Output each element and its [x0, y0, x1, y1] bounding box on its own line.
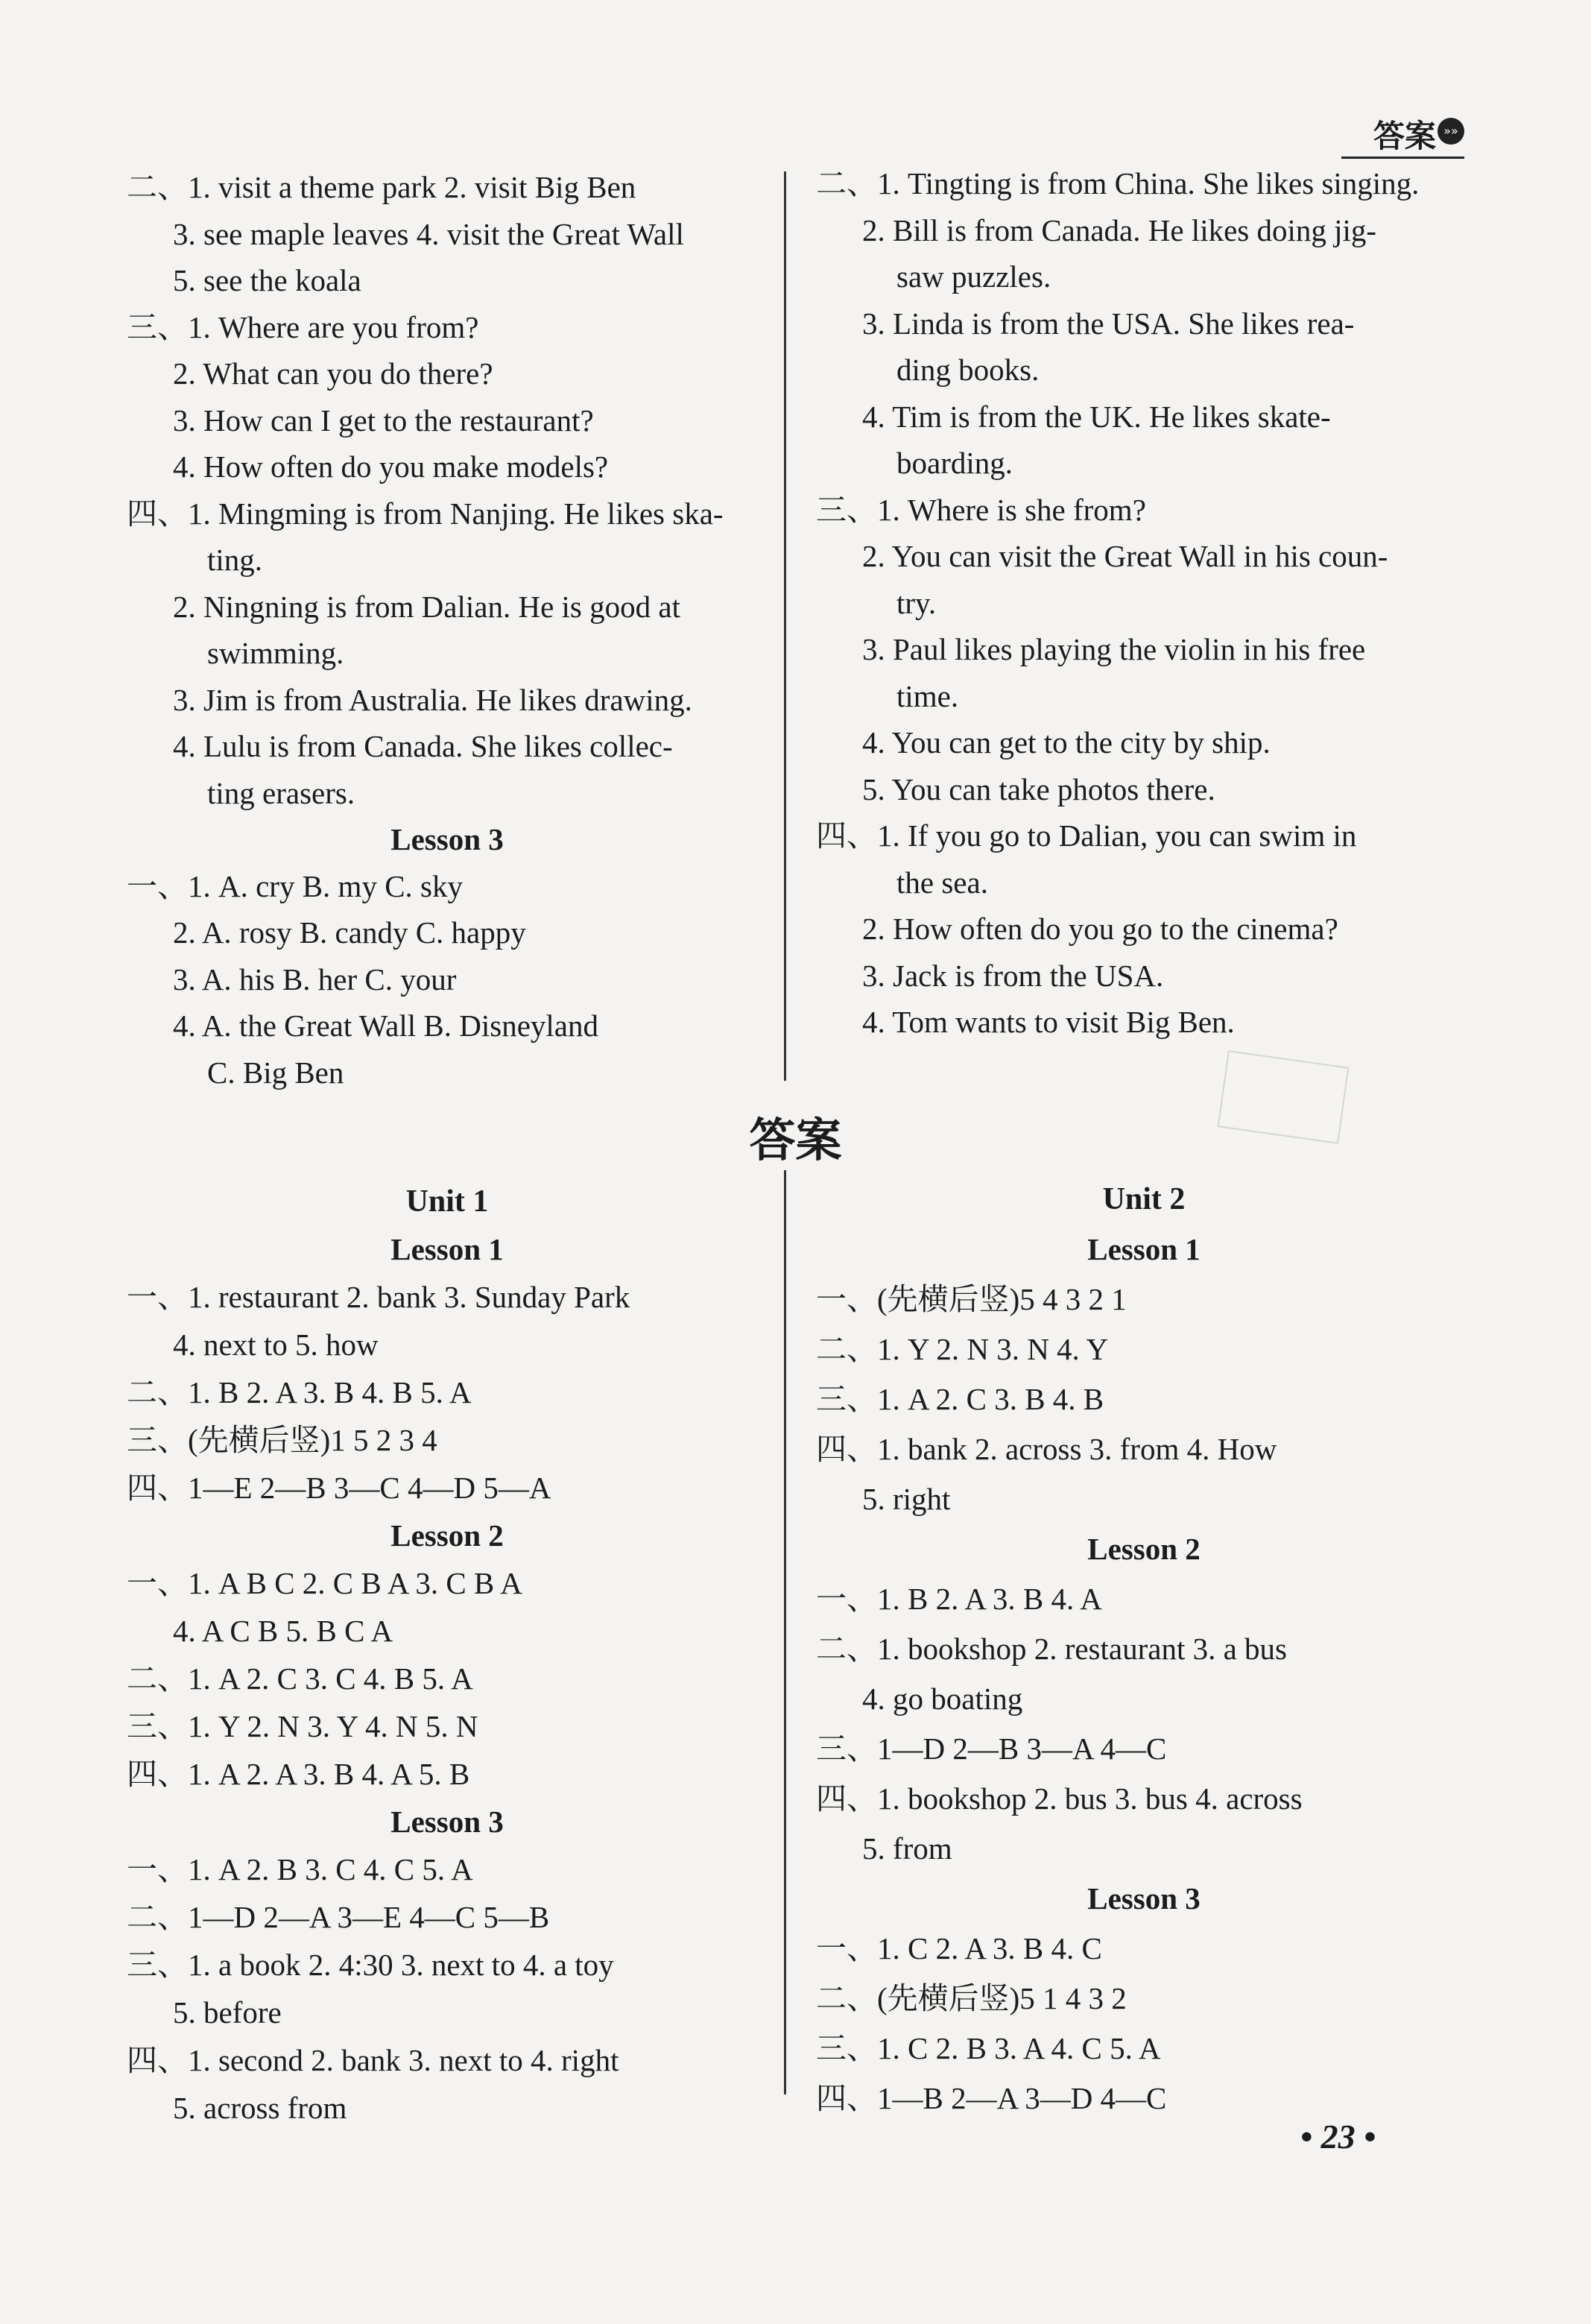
top-column-divider — [784, 171, 786, 1081]
answer-line: the sea. — [896, 865, 988, 900]
bottom-right-column — [816, 1175, 1472, 2124]
answer-line: ting erasers. — [207, 775, 355, 810]
answer-line: 一、1. A 2. B 3. C 4. C 5. A — [127, 1852, 473, 1886]
answer-line: 2. Bill is from Canada. He likes doing jig- — [862, 212, 1377, 247]
lesson-heading: Lesson 3 — [390, 1804, 504, 1839]
answer-line: 3. How can I get to the restaurant? — [173, 402, 594, 438]
answer-line: 4. Lulu is from Canada. She likes collec- — [173, 729, 673, 763]
unit-heading: Unit 2 — [1102, 1182, 1186, 1216]
answer-line: 一、1. restaurant 2. bank 3. Sunday Park — [127, 1280, 630, 1314]
answer-line: 4. How often do you make models? — [173, 449, 609, 484]
answer-line: 二、1. bookshop 2. restaurant 3. a bus — [816, 1632, 1287, 1666]
lesson-heading: Lesson 2 — [390, 1518, 504, 1553]
answer-line: 三、1. a book 2. 4:30 3. next to 4. a toy — [127, 1948, 614, 1982]
answer-line: 4. go boating — [862, 1682, 1023, 1716]
answer-line: 一、1. A. cry B. my C. sky — [127, 868, 463, 903]
answer-line: time. — [896, 678, 959, 713]
answer-line: 一、(先横后竖)5 4 3 2 1 — [816, 1282, 1127, 1316]
answer-line: 四、1. Mingming is from Nanjing. He likes ska- — [127, 496, 724, 531]
answer-line: 4. A. the Great Wall B. Disneyland — [173, 1008, 598, 1043]
answer-line: 三、1. Where are you from? — [127, 309, 479, 344]
answer-line: 二、1—D 2—A 3—E 4—C 5—B — [127, 1900, 550, 1934]
answer-line: 四、1. bookshop 2. bus 3. bus 4. across — [816, 1781, 1303, 1816]
answer-line: 4. Tim is from the UK. He likes skate- — [862, 399, 1331, 434]
answer-line: 三、(先横后竖)1 5 2 3 4 — [127, 1423, 437, 1457]
answer-line: 5. You can take photos there. — [862, 771, 1215, 806]
answer-line: 四、1. bank 2. across 3. from 4. How — [816, 1432, 1277, 1466]
lesson-heading: Lesson 2 — [1087, 1532, 1201, 1566]
answer-line: 二、1. A 2. C 3. C 4. B 5. A — [127, 1661, 473, 1696]
answer-line: 一、1. B 2. A 3. B 4. A — [816, 1582, 1102, 1616]
answer-line: 二、(先横后竖)5 1 4 3 2 — [816, 1981, 1127, 2015]
answer-line: 3. Paul likes playing the violin in his free — [862, 632, 1366, 666]
answer-line: 2. Ningning is from Dalian. He is good at — [173, 589, 680, 624]
answer-line: 2. A. rosy B. candy C. happy — [173, 915, 526, 950]
answer-line: swimming. — [207, 636, 344, 670]
answer-line: 3. Jim is from Australia. He likes drawing. — [173, 682, 692, 717]
lesson-heading: Lesson 1 — [1087, 1232, 1201, 1266]
top-right-column — [816, 160, 1472, 1046]
answer-section-title: 答案 — [749, 1113, 842, 1167]
answer-line: 二、1. Y 2. N 3. N 4. Y — [816, 1332, 1109, 1366]
answer-line: 3. Jack is from the USA. — [862, 958, 1164, 993]
answer-line: 4. You can get to the city by ship. — [862, 725, 1271, 760]
answer-line: 三、1. A 2. C 3. B 4. B — [816, 1382, 1104, 1416]
lesson-heading: Lesson 3 — [1087, 1881, 1201, 1916]
answer-line: 二、1. B 2. A 3. B 4. B 5. A — [127, 1375, 472, 1409]
lesson-heading: Lesson 1 — [390, 1232, 504, 1266]
answer-line: 3. Linda is from the USA. She likes rea- — [862, 306, 1355, 341]
answer-line: 四、1—B 2—A 3—D 4—C — [816, 2081, 1167, 2115]
answer-line: 2. What can you do there? — [173, 356, 493, 391]
answer-line: 四、1. If you go to Dalian, you can swim in — [816, 818, 1357, 853]
answer-line: 5. from — [862, 1831, 952, 1866]
answer-line: saw puzzles. — [896, 259, 1051, 294]
top-left-column — [127, 164, 768, 1096]
answer-line: 一、1. C 2. A 3. B 4. C — [816, 1931, 1102, 1965]
lesson-heading: Lesson 3 — [390, 822, 504, 856]
answer-line: 三、1. Where is she from? — [816, 492, 1146, 527]
answer-line: 4. next to 5. how — [173, 1327, 379, 1362]
answer-line: 2. How often do you go to the cinema? — [862, 912, 1338, 946]
answer-line: 4. Tom wants to visit Big Ben. — [862, 1005, 1235, 1039]
answer-line: 5. see the koala — [173, 263, 361, 297]
answer-line: 5. across from — [173, 2091, 347, 2125]
answer-line: 3. see maple leaves 4. visit the Great Wall — [173, 216, 684, 251]
answer-line: C. Big Ben — [207, 1055, 344, 1090]
page-number: • 23 • — [1300, 2118, 1376, 2156]
header-label: 答案 — [1373, 118, 1436, 154]
answer-line: 5. right — [862, 1482, 951, 1516]
answer-line: boarding. — [896, 446, 1013, 480]
bottom-column-divider — [784, 1170, 786, 2094]
answer-line: 二、1. visit a theme park 2. visit Big Ben — [127, 170, 636, 204]
answer-line: 3. A. his B. her C. your — [173, 962, 457, 997]
answer-line: 四、1. second 2. bank 3. next to 4. right — [127, 2043, 619, 2077]
answer-line: 四、1. A 2. A 3. B 4. A 5. B — [127, 1757, 470, 1791]
answer-line: 一、1. A B C 2. C B A 3. C B A — [127, 1566, 522, 1600]
answer-line: 三、1. Y 2. N 3. Y 4. N 5. N — [127, 1709, 478, 1743]
answer-line: try. — [896, 585, 937, 620]
answer-line: 4. A C B 5. B C A — [173, 1614, 393, 1648]
answer-line: 2. You can visit the Great Wall in his coun- — [862, 539, 1388, 573]
answer-line: 四、1—E 2—B 3—C 4—D 5—A — [127, 1471, 551, 1505]
unit-heading: Unit 1 — [405, 1184, 489, 1219]
answer-line: ding books. — [896, 353, 1040, 387]
answer-line: 二、1. Tingting is from China. She likes singing. — [816, 166, 1420, 200]
answer-line: 三、1. C 2. B 3. A 4. C 5. A — [816, 2031, 1161, 2065]
arrow-icon: »» — [1437, 118, 1464, 145]
bottom-left-column — [127, 1178, 768, 2132]
answer-line: 三、1—D 2—B 3—A 4—C — [816, 1731, 1167, 1766]
answer-line: ting. — [207, 543, 263, 577]
answer-line: 5. before — [173, 1995, 282, 2030]
answer-header-tag — [1341, 112, 1464, 159]
